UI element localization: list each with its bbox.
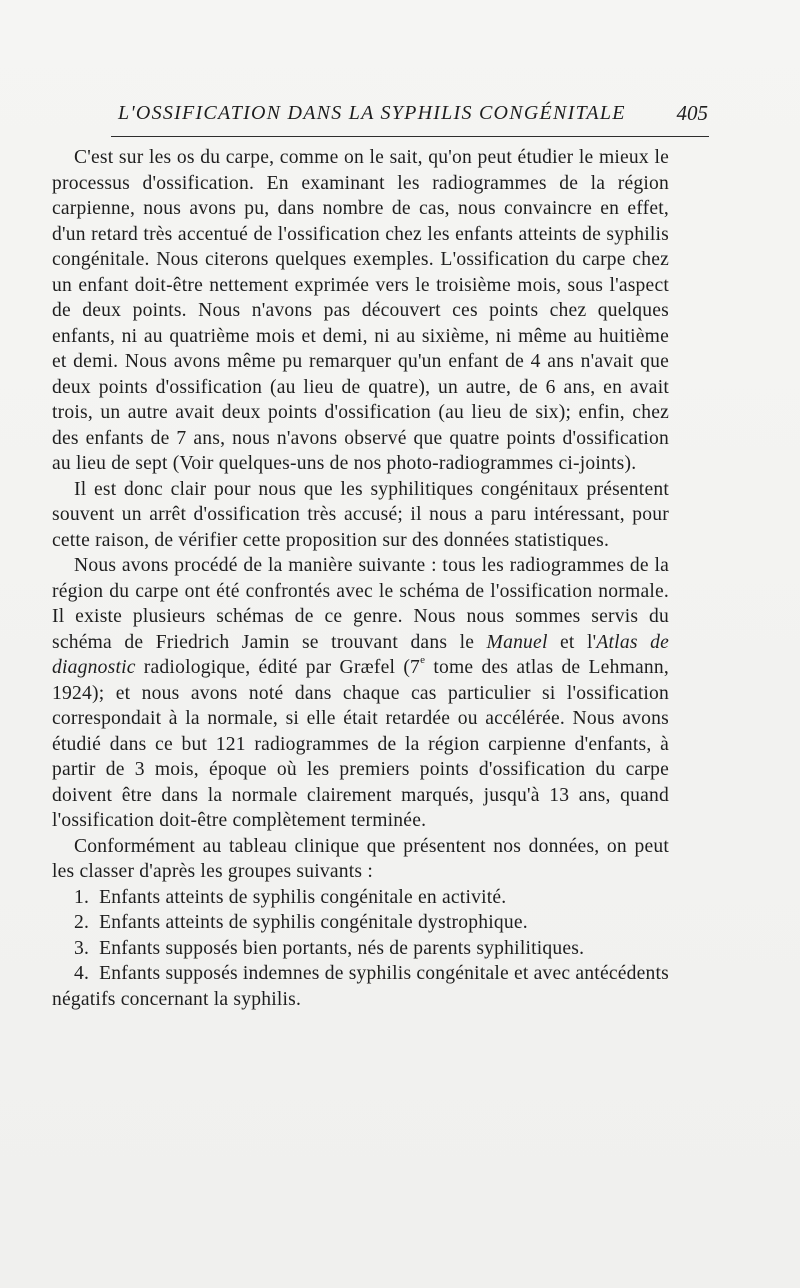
body-text	[52, 145, 669, 1012]
method-text-3: radiologique, édité par Græfel (7	[135, 657, 421, 678]
method-text-2: et l'	[547, 631, 597, 653]
group-list	[52, 885, 669, 1013]
list-item	[52, 961, 669, 1012]
list-item-number: 2.	[74, 912, 90, 933]
list-item-text: Enfants supposés indemnes de syphilis congénitale et avec antécédents négatifs concernant la syphilis.	[52, 963, 669, 1010]
running-head	[118, 98, 708, 128]
list-item	[52, 936, 669, 962]
list-item-number: 1.	[74, 886, 90, 908]
list-item-number: 3.	[74, 937, 90, 959]
list-item-text: Enfants atteints de syphilis congénitale dystrophique.	[99, 912, 528, 933]
atlas-title: Atlas de diagnostic	[52, 631, 669, 678]
manuel-title: Manuel	[486, 631, 548, 653]
method-text-1: Nous avons procédé de la manière suivante : tous les radiogrammes de la région du carpe ont été confrontés avec le schéma de l'ossification normale. Il existe plusieurs schémas de ce genre. Nous nous sommes servis du schéma de Friedrich Jamin se trouvant dans le	[52, 555, 669, 653]
paragraph-groups-intro: Conformément au tableau clinique que présentent nos données, on peut les classer d'après les groupes suivants :	[52, 835, 669, 882]
header-rule	[111, 136, 709, 137]
list-item-text: Enfants supposés bien portants, nés de parents syphilitiques.	[99, 937, 585, 959]
paragraph-carpus: C'est sur les os du carpe, comme on le sait, qu'on peut étudier le mieux le processus d'ossification. En examinant les radiogrammes de la région carpienne, nous avons pu, dans nombre de cas, nous convaincre en effet, d'un retard très accentué de l'ossification chez les enfants atteints de syphilis congénitale. Nous citerons quelques exemples. L'ossification du carpe chez un enfant doit-être nettement exprimée vers le troisième mois, sous l'aspect de deux points. Nous n'avons pas découvert ces points chez quelques enfants, ni au quatrième mois et demi, ni au sixième, ni même au huitième et demi. Nous avons même pu remarquer qu'un enfant de 4 ans n'avait que deux points d'ossification (au lieu de quatre), un autre, de 6 ans, en avait trois, un autre avait deux points d'ossification (au lieu de six); enfin, chez des enfants de 7 ans, nous n'avons observé que quatre points d'ossification au lieu de sept (Voir quelques-uns de nos photo-radiogrammes ci-joints).	[52, 147, 669, 474]
page-number: 405	[676, 101, 708, 125]
paragraph-conclusion: Il est donc clair pour nous que les syphilitiques congénitaux présentent souvent un arrêt d'ossification très accusé; il nous a paru intéressant, pour cette raison, de vérifier cette proposition sur des données statistiques.	[52, 478, 669, 551]
list-item-text: Enfants atteints de syphilis congénitale en activité.	[99, 886, 507, 908]
list-item	[52, 910, 669, 936]
superscript-e: e	[420, 654, 426, 666]
running-title: L'OSSIFICATION DANS LA SYPHILIS CONGÉNITALE	[118, 102, 626, 124]
method-text-4: tome des atlas de Lehmann, 1924); et nous avons noté dans chaque cas particulier si l'ossification correspondait à la normale, si elle était retardée ou accélérée. Nous avons étudié dans ce but 121 radiogrammes de la région carpienne d'enfants, à partir de 3 mois, époque où les premiers points d'ossification du carpe doivent être dans la normale clairement marqués, jusqu'à 13 ans, quand l'ossification doit-être complètement terminée.	[52, 657, 669, 831]
list-item-number: 4.	[74, 963, 90, 984]
paragraph-method	[52, 553, 669, 834]
list-item	[52, 885, 669, 911]
